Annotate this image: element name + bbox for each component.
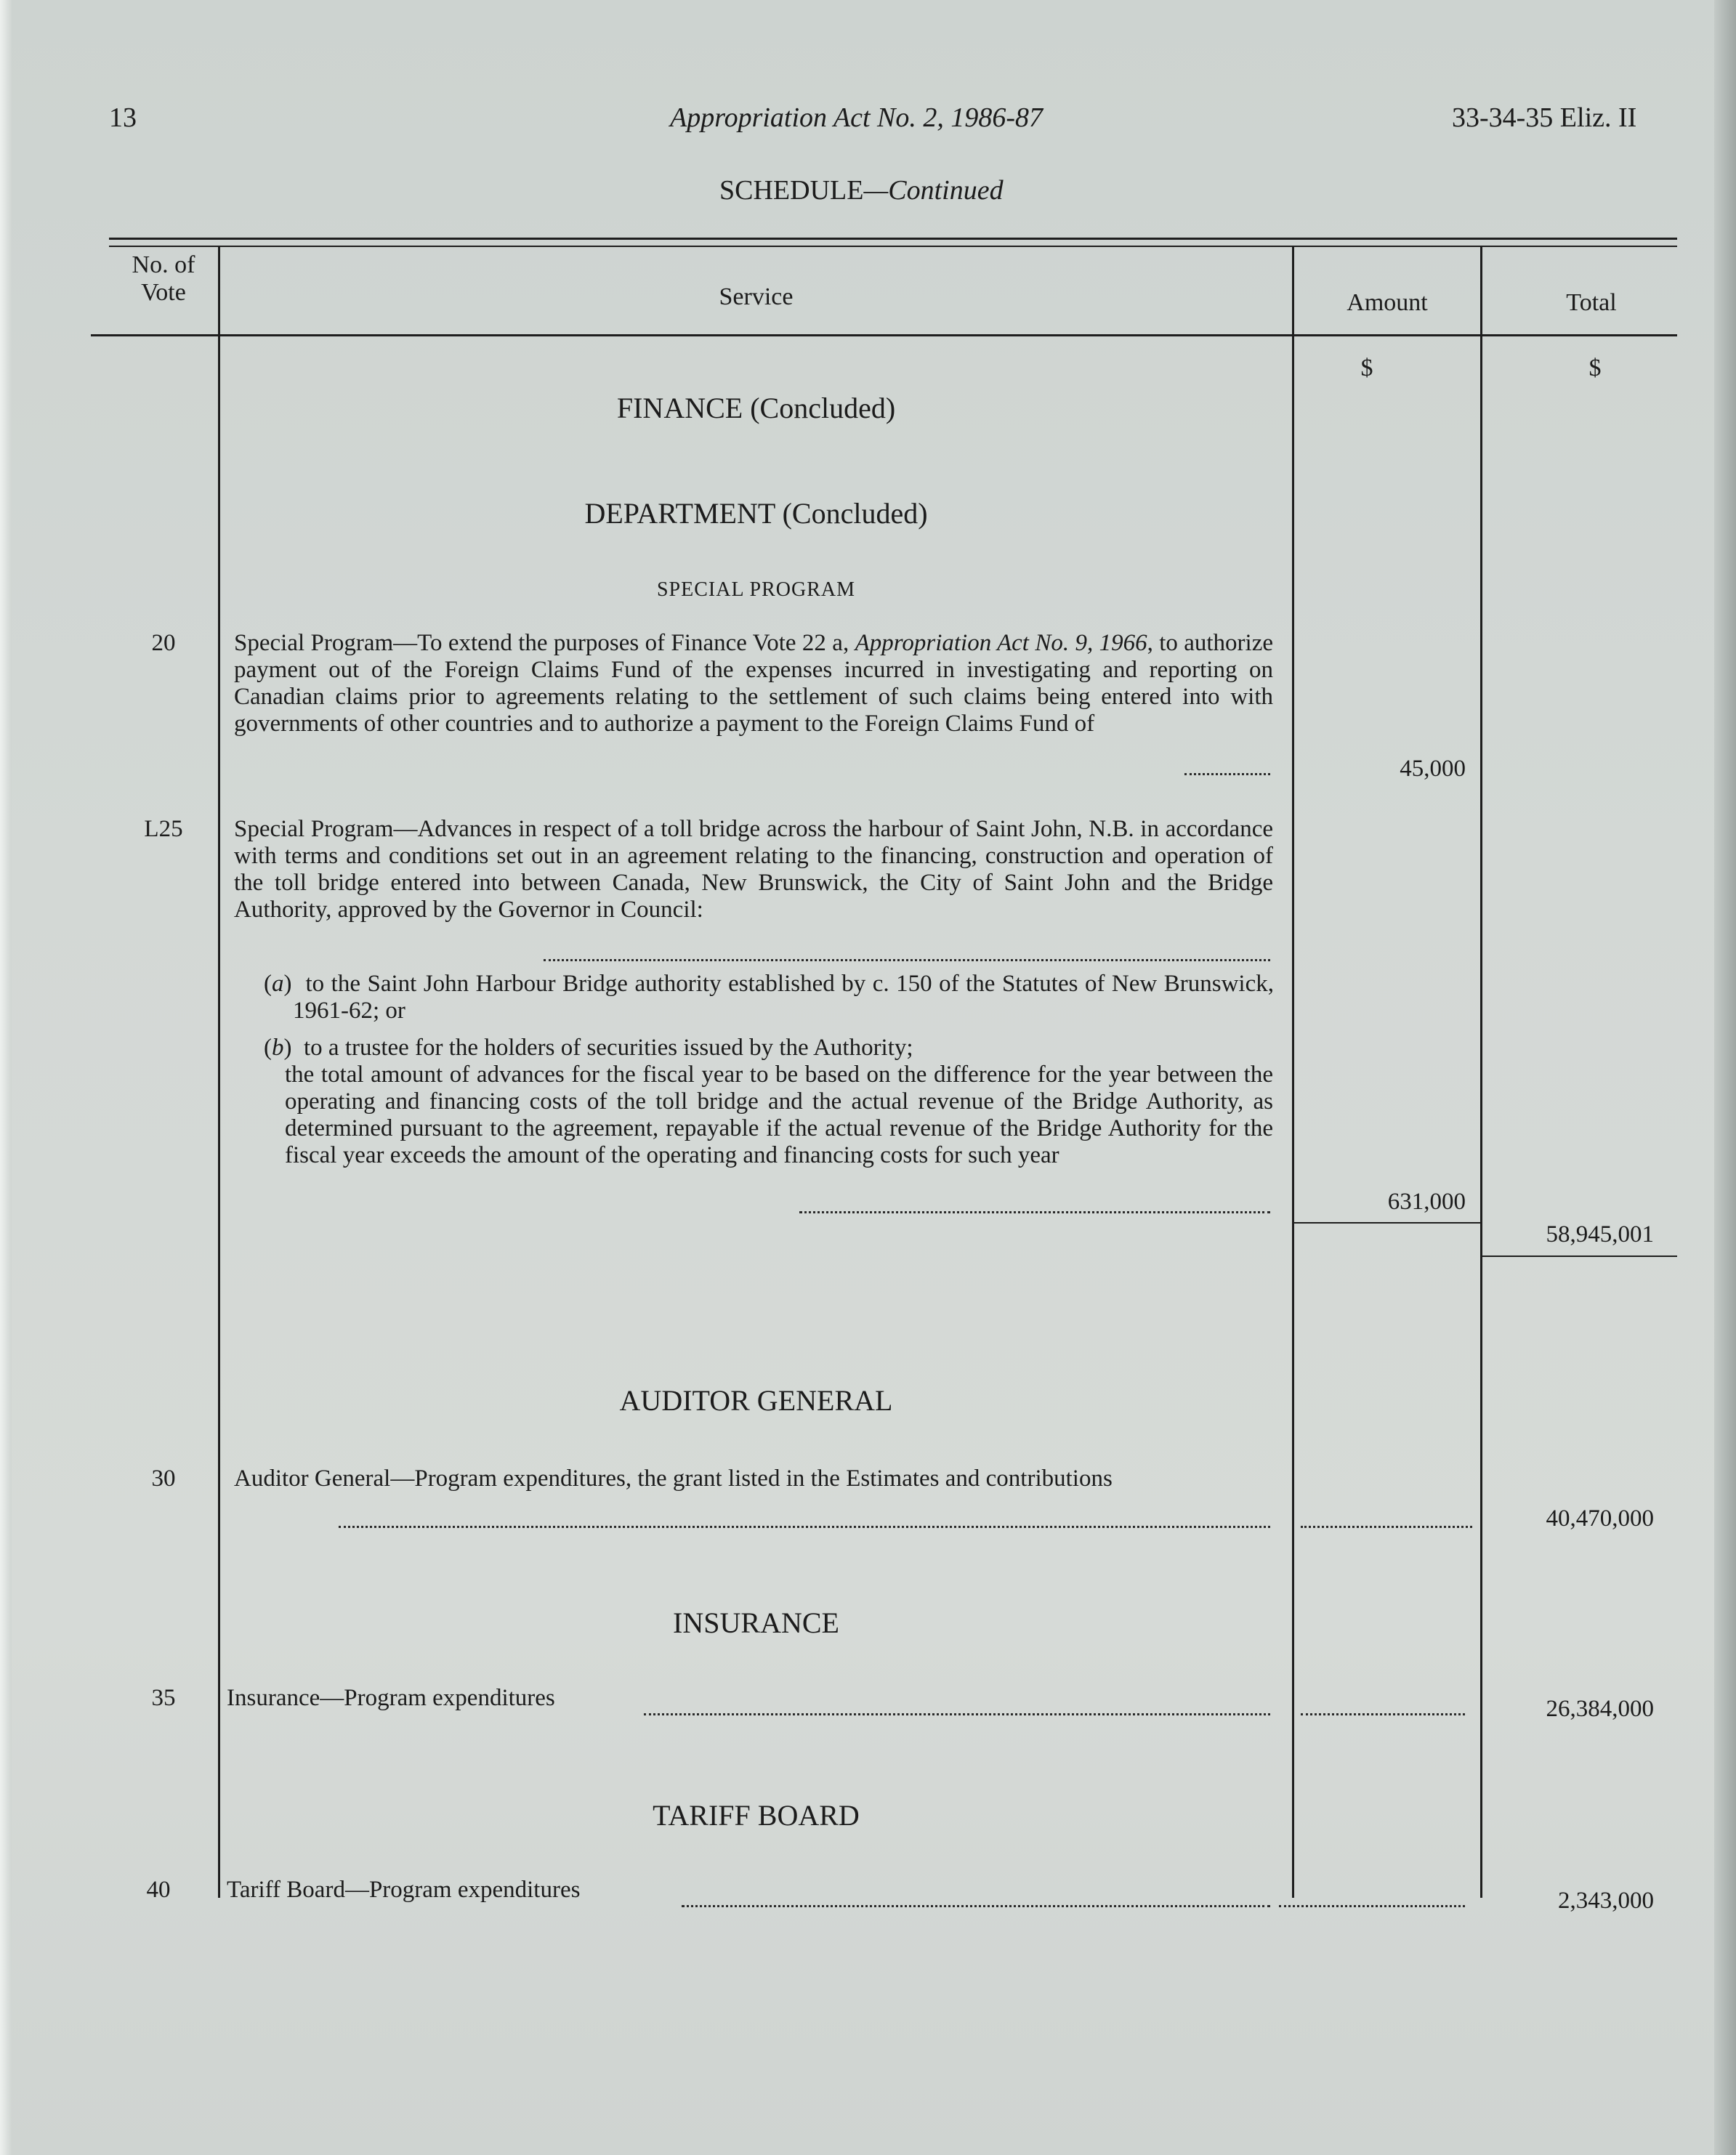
column-header-vote bbox=[109, 251, 218, 307]
running-title: Appropriation Act No. 2, 1986-87 bbox=[670, 102, 1043, 133]
leader-dots bbox=[644, 1713, 1270, 1715]
vote-20-description bbox=[234, 630, 1273, 737]
column-header-service: Service bbox=[719, 283, 794, 310]
vote-20-text-pre: Special Program—To extend the purposes of Finance Vote 22 a, bbox=[234, 630, 855, 656]
clause-b-text: to a trustee for the holders of securities issued by the Authority; bbox=[304, 1035, 913, 1061]
top-rule bbox=[109, 238, 1677, 240]
clause-b-label: b bbox=[272, 1035, 284, 1061]
leader-dots bbox=[799, 1211, 1270, 1213]
page-number: 13 bbox=[109, 102, 137, 133]
page-right-edge bbox=[1714, 0, 1736, 2155]
page-left-edge bbox=[0, 0, 12, 2155]
schedule-title-main: SCHEDULE bbox=[719, 175, 864, 206]
vote-30-description: Auditor General—Program expenditures, the grant listed in the Estimates and contributions bbox=[234, 1465, 1113, 1492]
section-heading-tariff-board: TARIFF BOARD bbox=[653, 1799, 860, 1832]
leader-dots bbox=[339, 1526, 1270, 1528]
subtotal-rule bbox=[1294, 1222, 1480, 1224]
amount-column-left-divider bbox=[1292, 247, 1294, 1898]
vote-L25-description: Special Program—Advances in respect of a toll bridge across the harbour of Saint John, N.B. in accordance with terms and conditions set out in an agreement relating to the financing, construction and operation of the toll bridge entered into between Canada, New Brunswick, the City of Saint John and the Bridge Authority, approved by the Governor in Council: bbox=[234, 816, 1273, 923]
leader-dots bbox=[1279, 1905, 1465, 1907]
section-heading-special-program: SPECIAL PROGRAM bbox=[656, 578, 855, 601]
column-header-vote-line2: Vote bbox=[141, 279, 186, 306]
column-header-total: Total bbox=[1566, 289, 1617, 316]
regnal-year: 33-34-35 Eliz. II bbox=[1452, 102, 1637, 133]
column-header-vote-line1: No. of bbox=[132, 251, 195, 278]
vote-L25-clause-b: (b) to a trustee for the holders of securities issued by the Authority; bbox=[264, 1035, 913, 1061]
header-rule bbox=[91, 334, 1677, 336]
schedule-title-continued: —Continued bbox=[863, 175, 1004, 206]
clause-a-label: a bbox=[272, 971, 284, 997]
amount-column-right-divider bbox=[1480, 247, 1482, 1898]
amount-unit: $ bbox=[1360, 355, 1373, 381]
section-heading-department: DEPARTMENT (Concluded) bbox=[584, 497, 928, 530]
leader-dots bbox=[1184, 773, 1270, 775]
vote-L25-amount: 631,000 bbox=[1387, 1189, 1466, 1215]
vote-number: 40 bbox=[146, 1877, 171, 1903]
total-unit: $ bbox=[1588, 355, 1602, 381]
column-header-amount: Amount bbox=[1347, 289, 1428, 316]
schedule-title bbox=[719, 174, 1004, 206]
vote-number: 30 bbox=[151, 1465, 176, 1492]
vote-40-description: Tariff Board—Program expenditures bbox=[227, 1877, 581, 1903]
vote-number: L25 bbox=[144, 816, 183, 842]
vote-35-total: 26,384,000 bbox=[1546, 1696, 1654, 1722]
vote-L25-clause-a: (a) to the Saint John Harbour Bridge authority established by c. 150 of the Statutes of New Brunswick, 1961-62; or bbox=[264, 971, 1274, 1024]
vote-column-divider bbox=[218, 247, 220, 1898]
leader-dots bbox=[1301, 1526, 1472, 1528]
top-rule-thin bbox=[109, 246, 1677, 247]
vote-20-text-italic: Appropriation Act No. 9, 1966 bbox=[855, 630, 1147, 656]
vote-number: 20 bbox=[151, 630, 176, 656]
leader-dots bbox=[1301, 1713, 1465, 1715]
vote-35-description: Insurance—Program expenditures bbox=[227, 1685, 555, 1711]
section-heading-insurance: INSURANCE bbox=[673, 1606, 839, 1639]
vote-30-total: 40,470,000 bbox=[1546, 1505, 1654, 1532]
total-rule bbox=[1482, 1256, 1677, 1257]
clause-a-text: to the Saint John Harbour Bridge authority established by c. 150 of the Statutes of New Brunswick, 1961-62; or bbox=[293, 971, 1274, 1024]
finance-total: 58,945,001 bbox=[1546, 1221, 1654, 1248]
section-heading-finance: FINANCE (Concluded) bbox=[616, 392, 896, 424]
vote-L25-tail: the total amount of advances for the fiscal year to be based on the difference for the year between the operating and financing costs of the toll bridge and the actual revenue of the Bridge Authority, as determined pursuant to the agreement, repayable if the actual revenue of the Bridge Authority for the fiscal year exceeds the amount of the operating and financing costs for such year bbox=[285, 1062, 1273, 1168]
vote-40-total: 2,343,000 bbox=[1558, 1888, 1654, 1914]
vote-20-text-post: , to authorize payment out of the Foreign Claims Fund of the expenses incurred in investigating and reporting on Canadian claims prior to agreements relating to the settlement of such claims being entered into with governments of other countries and to authorize a payment to the Foreign Claims Fund of bbox=[234, 630, 1274, 737]
section-heading-auditor-general: AUDITOR GENERAL bbox=[619, 1384, 893, 1417]
vote-20-amount: 45,000 bbox=[1400, 756, 1466, 782]
leader-dots bbox=[682, 1905, 1270, 1907]
leader-dots bbox=[544, 959, 1270, 961]
vote-number: 35 bbox=[151, 1685, 176, 1711]
